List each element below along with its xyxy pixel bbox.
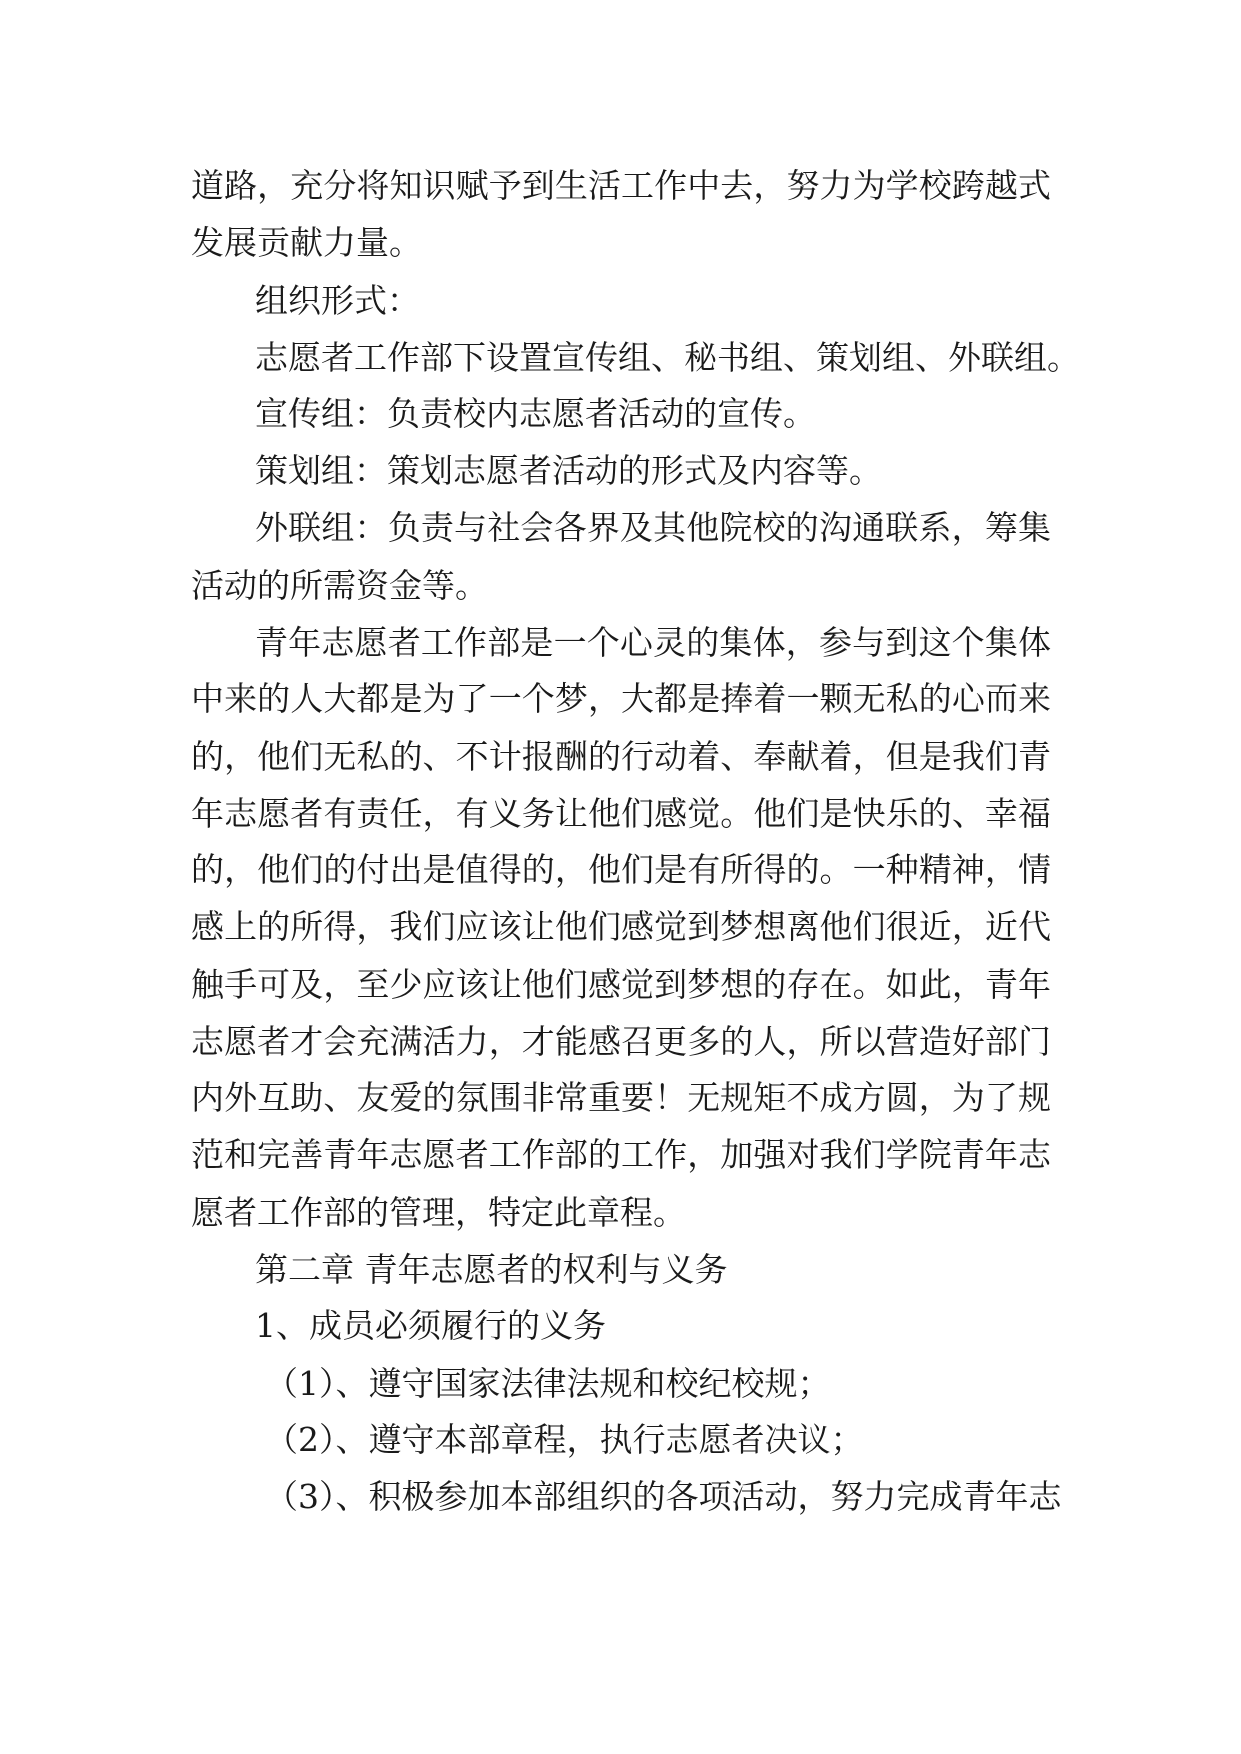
list-item: （1）、遵守国家法律法规和校纪校规； (265, 1364, 831, 1403)
text-line: 中来的人大都是为了一个梦，大都是捧着一颗无私的心而来 (191, 679, 1051, 718)
text-line: 志愿者工作部下设置宣传组、秘书组、策划组、外联组。 (255, 338, 1080, 377)
text-line: 宣传组：负责校内志愿者活动的宣传。 (255, 394, 816, 433)
text-line: 策划组：策划志愿者活动的形式及内容等。 (255, 451, 882, 490)
text-line: 发展贡献力量。 (191, 223, 422, 262)
text-line: 青年志愿者工作部是一个心灵的集体，参与到这个集体 (255, 623, 1051, 662)
text-line: 的，他们的付出是值得的，他们是有所得的。一种精神，情 (191, 850, 1051, 889)
text-line: 年志愿者有责任，有义务让他们感觉。他们是快乐的、幸福 (191, 794, 1051, 833)
list-item: （2）、遵守本部章程，执行志愿者决议； (265, 1420, 864, 1459)
text-line: 道路，充分将知识赋予到生活工作中去，努力为学校跨越式 (191, 166, 1051, 205)
text-line: 组织形式： (255, 281, 420, 320)
text-line: 触手可及，至少应该让他们感觉到梦想的存在。如此，青年 (191, 965, 1051, 1004)
text-line: 外联组：负责与社会各界及其他院校的沟通联系，筹集 (255, 508, 1051, 547)
text-line: 内外互助、友爱的氛围非常重要！无规矩不成方圆，为了规 (191, 1078, 1051, 1117)
text-line: 志愿者才会充满活力，才能感召更多的人，所以营造好部门 (191, 1022, 1051, 1061)
text-line: 感上的所得，我们应该让他们感觉到梦想离他们很近，近代 (191, 907, 1051, 946)
text-line: 的，他们无私的、不计报酬的行动着、奉献着，但是我们青 (191, 737, 1051, 776)
text-line: 范和完善青年志愿者工作部的工作，加强对我们学院青年志 (191, 1135, 1051, 1174)
text-line: 愿者工作部的管理，特定此章程。 (191, 1193, 686, 1232)
section-heading: 第二章 青年志愿者的权利与义务 (255, 1250, 728, 1289)
text-line: 活动的所需资金等。 (191, 566, 488, 605)
list-item: （3）、积极参加本部组织的各项活动，努力完成青年志 (265, 1477, 1062, 1516)
text-line: 1、成员必须履行的义务 (255, 1306, 606, 1345)
